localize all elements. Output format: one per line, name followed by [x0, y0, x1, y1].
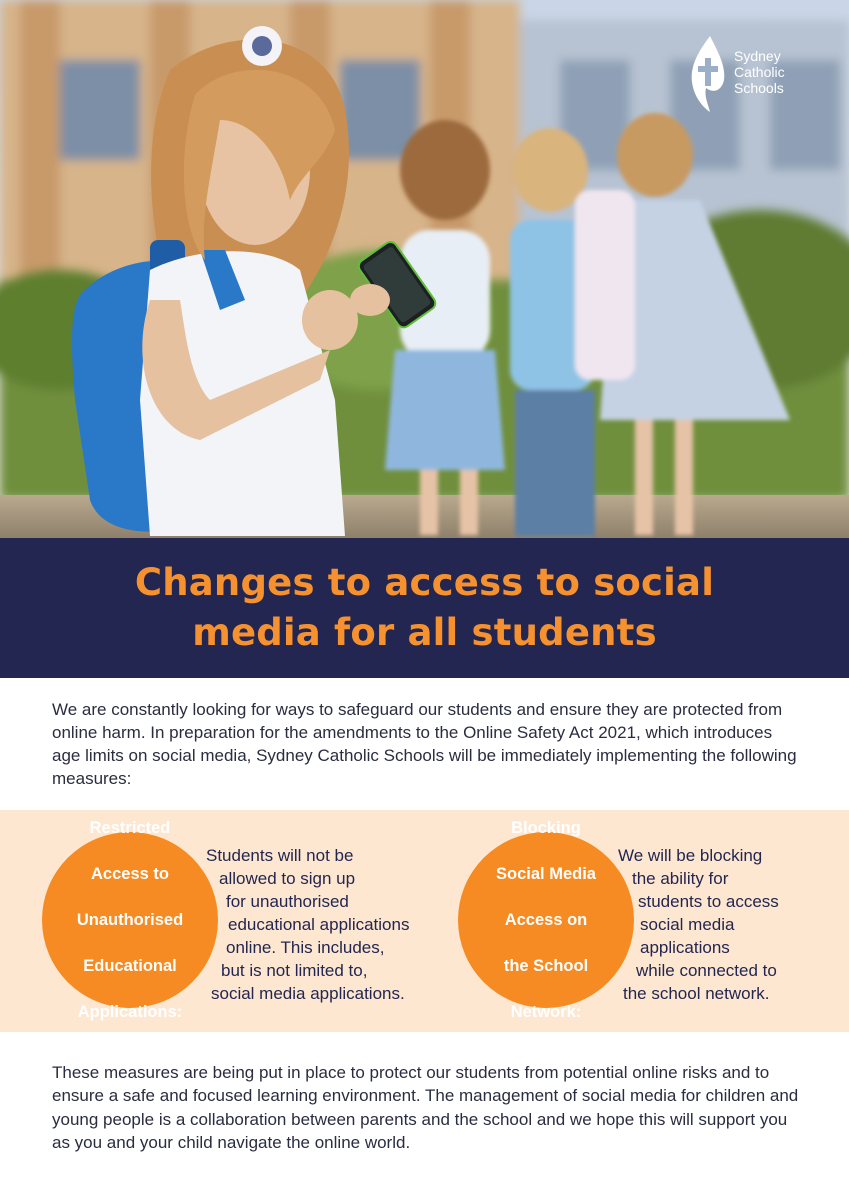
heading-line: Unauthorised [76, 910, 184, 929]
measure-heading [481, 817, 611, 1024]
heading-line: Access to [91, 864, 169, 883]
description-line: Students will not be [206, 846, 354, 865]
description-line: the school network. [623, 984, 770, 1003]
description-line: applications [640, 938, 730, 957]
description-line: the ability for [632, 869, 729, 888]
description-line: allowed to sign up [219, 869, 356, 888]
sydney-catholic-schools-logo [688, 34, 818, 114]
measure-badge-blocking-social-media [458, 818, 634, 1021]
title-line: Changes to access to social [134, 561, 715, 604]
logo-wordmark [734, 48, 785, 96]
intro-paragraph: We are constantly looking for ways to safeguard our students and ensure they are protected from online harm. In preparation for the amendments to the Online Safety Act 2021, which introduces age limits on social media, Sydney Catholic Schools will be immediately implementing the following measures: [52, 700, 797, 788]
heading-line: Applications: [77, 1002, 183, 1021]
measure-description [618, 844, 779, 1005]
measure-heading [65, 817, 195, 1024]
logo-line: Catholic [734, 64, 785, 80]
heading-line: Network: [510, 1002, 582, 1021]
description-line: We will be blocking [618, 846, 763, 865]
measures-panel [0, 810, 849, 1032]
heading-line: Restricted [89, 818, 171, 837]
page-title [75, 558, 775, 658]
title-banner [0, 538, 849, 678]
description-line: while connected to [636, 961, 777, 980]
logo-line: Schools [734, 80, 784, 96]
heading-line: Access on [504, 910, 588, 929]
description-line: but is not limited to, [221, 961, 368, 980]
measure-description [206, 844, 410, 1005]
closing-paragraph: These measures are being put in place to protect our students from potential online risks and to ensure a safe and focused learning environment. The management of social media for children and young people is a collaboration between parents and the school and we hope this will support you as you and your child navigate the online world. [52, 1063, 799, 1152]
measure-badge-restricted-access [42, 818, 218, 1021]
flame-cross-icon [688, 34, 728, 114]
logo-line: Sydney [734, 48, 781, 64]
heading-line: Educational [83, 956, 177, 975]
heading-line: Social Media [496, 864, 596, 883]
heading-line: the School [503, 956, 589, 975]
description-line: for unauthorised [226, 892, 349, 911]
heading-line: Blocking [511, 818, 581, 837]
description-line: online. This includes, [226, 938, 385, 957]
title-line: media for all students [192, 611, 657, 654]
description-line: students to access [638, 892, 779, 911]
description-line: social media [640, 915, 735, 934]
description-line: social media applications. [211, 984, 405, 1003]
description-line: educational applications [228, 915, 410, 934]
